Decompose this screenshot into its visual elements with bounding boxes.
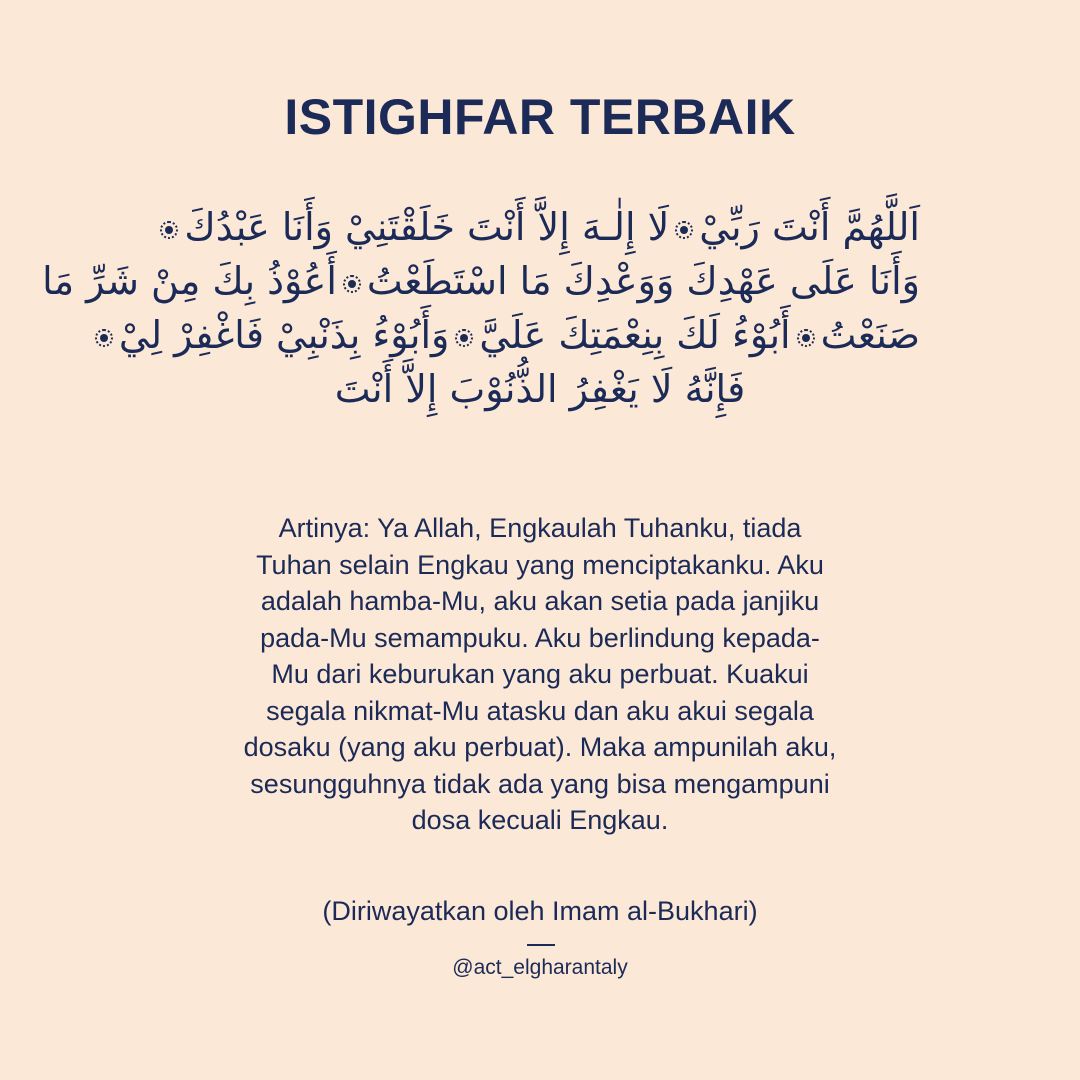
translation-line: dosa kecuali Engkau.: [411, 805, 669, 835]
arabic-line: [42, 254, 920, 308]
arabic-segment: لَا إِلٰـهَ إِلاَّ أَنْتَ خَلَقْتَنِيْ وَأَنَا عَبْدُكَ: [184, 205, 670, 249]
arabic-prayer-text: [42, 200, 920, 416]
hadith-source: (Diriwayatkan oleh Imam al-Bukhari): [322, 896, 758, 926]
translation-line: adalah hamba-Mu, aku akan setia pada janjiku: [260, 586, 820, 616]
translation-line: Tuhan selain Engkau yang menciptakanku. Aku: [256, 549, 824, 580]
verse-end-ornament-icon: [797, 329, 815, 347]
arabic-segment: اَللَّهُمَّ أَنْتَ رَبِّيْ: [699, 205, 920, 249]
arabic-line: [160, 200, 920, 254]
translation-line: pada-Mu semampuku. Aku berlindung kepada-: [260, 622, 820, 653]
translation-line: Artinya: Ya Allah, Engkaulah Tuhanku, tiada: [278, 513, 802, 543]
verse-end-ornament-icon: [160, 221, 178, 239]
verse-end-ornament-icon: [343, 275, 361, 293]
verse-end-ornament-icon: [455, 329, 473, 347]
account-handle: @act_elgharantaly: [452, 956, 628, 979]
translation-line: dosaku (yang aku perbuat). Maka ampunilah aku,: [243, 732, 837, 762]
page-title: ISTIGHFAR TERBAIK: [284, 89, 796, 145]
arabic-segment: صَنَعْتُ: [820, 313, 920, 357]
verse-end-ornament-icon: [675, 221, 693, 239]
arabic-segment: فَإِنَّهُ لَا يَغْفِرُ الذُّنُوْبَ إِلاَّ أَنْتَ: [334, 367, 746, 411]
arabic-segment: أَبُوْءُ لَكَ بِنِعْمَتِكَ عَلَيَّ: [479, 313, 791, 357]
divider: [527, 944, 555, 946]
arabic-segment: أَعُوْذُ بِكَ مِنْ شَرِّ مَا: [42, 259, 337, 303]
arabic-line: [160, 362, 920, 416]
translation-text: [190, 510, 890, 839]
arabic-segment: وَأَنَا عَلَى عَهْدِكَ وَوَعْدِكَ مَا اسْتَطَعْتُ: [366, 259, 920, 303]
arabic-line: [118, 308, 920, 362]
translation-line: sesungguhnya tidak ada yang bisa mengampuni: [250, 768, 830, 799]
arabic-segment: وَأَبُوْءُ بِذَنْبِيْ فَاغْفِرْ لِيْ: [118, 313, 450, 357]
translation-line: Mu dari keburukan yang aku perbuat. Kuakui: [271, 659, 809, 689]
translation-line: segala nikmat-Mu atasku dan aku akui segala: [266, 695, 814, 726]
verse-end-ornament-icon: [95, 329, 113, 347]
